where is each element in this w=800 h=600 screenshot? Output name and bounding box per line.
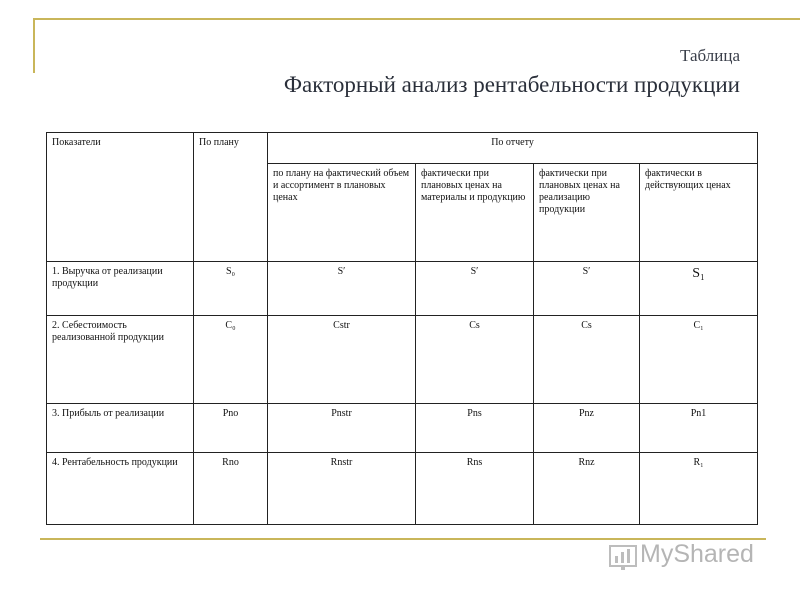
subheader-actual-current: фактически в действующих ценах: [640, 164, 758, 262]
row-label: 1. Выручка от реализации продукции: [47, 262, 194, 316]
frame-top-line: [33, 18, 800, 20]
table-cell: Cs: [534, 316, 640, 404]
header-indicators: Показатели: [47, 133, 194, 262]
row-label: 3. Прибыль от реализации: [47, 404, 194, 453]
factor-analysis-table: [46, 132, 758, 525]
table-row: [47, 453, 758, 525]
frame-left-line: [33, 18, 35, 73]
row-label: 2. Себестоимость реализованной продукции: [47, 316, 194, 404]
subheader-plan-actual-volume: по плану на фактический объем и ассортимент в плановых ценах: [268, 164, 416, 262]
table-cell: Cs: [416, 316, 534, 404]
header-report: По отчету: [268, 133, 758, 164]
header-plan: По плану: [194, 133, 268, 262]
table-cell: Pn1: [640, 404, 758, 453]
subheader-actual-plan-materials: фактически при плановых ценах на материалы и продукцию: [416, 164, 534, 262]
table-row: [47, 316, 758, 404]
table-cell: C₁: [640, 316, 758, 404]
table-cell: S′: [268, 262, 416, 316]
header-row: [47, 133, 758, 164]
chart-logo-icon: [609, 543, 637, 571]
table-cell: Pno: [194, 404, 268, 453]
table-cell: Rnstr: [268, 453, 416, 525]
table-cell: Rno: [194, 453, 268, 525]
row-label: 4. Рентабельность продукции: [47, 453, 194, 525]
table-caption: Таблица: [680, 46, 740, 65]
table-cell: Pnstr: [268, 404, 416, 453]
table-cell: S′: [416, 262, 534, 316]
table-cell: S₀: [194, 262, 268, 316]
watermark-logo: MyShared: [640, 540, 754, 568]
table-cell: Pnz: [534, 404, 640, 453]
table-cell: Cstr: [268, 316, 416, 404]
table-cell: S′: [534, 262, 640, 316]
table-row: [47, 262, 758, 316]
table-cell: Pns: [416, 404, 534, 453]
table-row: [47, 404, 758, 453]
table-cell: S₁: [640, 262, 758, 316]
table-cell: Rnz: [534, 453, 640, 525]
subheader-actual-plan-sales: фактически при плановых ценах на реализацию продукции: [534, 164, 640, 262]
table-cell: R₁: [640, 453, 758, 525]
page-title: Факторный анализ рентабельности продукции: [283, 72, 740, 97]
table-cell: Rns: [416, 453, 534, 525]
table-cell: C₀: [194, 316, 268, 404]
